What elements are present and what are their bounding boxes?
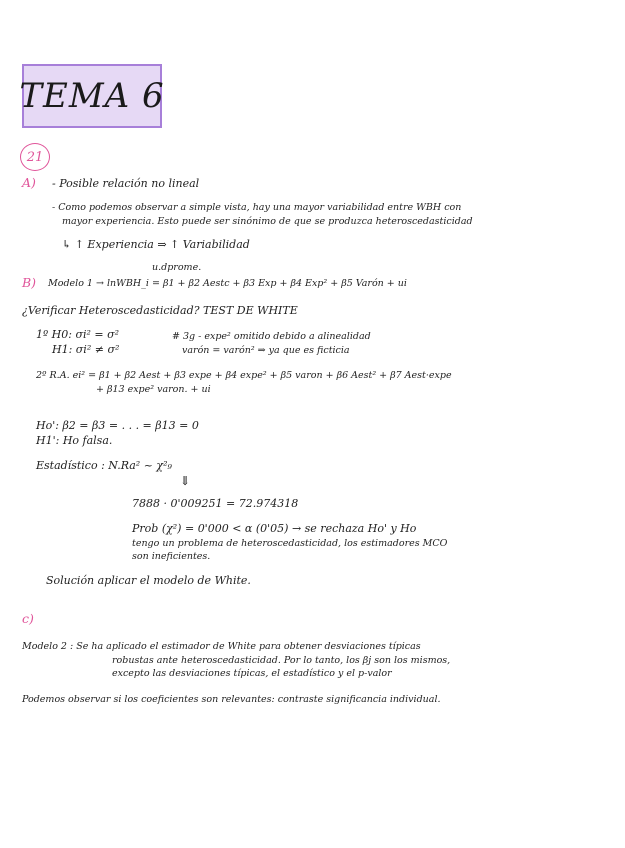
title-box — [19, 64, 165, 128]
implies-arrow: ⇓ — [180, 473, 191, 488]
final-conclusion: Podemos observar si los coeficientes son relevantes: contraste significancia individual. — [22, 694, 441, 705]
model-2-line-2: robustas ante heteroscedasticidad. Por lo tanto, los βj son los mismos, — [112, 655, 451, 666]
model-1-equation: Modelo 1 → lnWBH_i = β1 + β2 Aestc + β3 Exp + β4 Exp² + β5 Varón + ui — [48, 278, 407, 289]
part-a-line-2: - Como podemos observar a simple vista, hay una mayor variabilidad entre WBH con — [52, 202, 462, 213]
part-a-marker: A) — [22, 175, 36, 190]
statistic-calculation: 7888 · 0'009251 = 72.974318 — [132, 497, 299, 510]
part-a-line-4: ↳ ↑ Experiencia ⇒ ↑ Variabilidad — [62, 238, 250, 251]
hypothesis-ho-prime: Ho': β2 = β3 = . . . = β13 = 0 — [36, 419, 199, 432]
probability-line: Prob (χ²) = 0'000 < α (0'05) → se rechaza Ho' y Ho — [132, 522, 417, 535]
page-title: TEMA 6 — [19, 76, 165, 116]
part-b-marker: B) — [22, 275, 37, 290]
part-a-line-1: - Posible relación no lineal — [52, 177, 200, 190]
model-2-line-1: Modelo 2 : Se ha aplicado el estimador de White para obtener desviaciones típicas — [22, 641, 421, 652]
part-a-line-3: mayor experiencia. Esto puede ser sinónimo de que se produzca heteroscedasticidad — [62, 216, 473, 227]
hypothesis-h1-prime: H1': Ho falsa. — [36, 434, 113, 447]
hypothesis-h0: 1º H0: σi² = σ² — [36, 328, 120, 341]
part-c-marker: c) — [22, 611, 34, 626]
ra-equation-2: + β13 expe² varon. + ui — [96, 384, 211, 395]
conclusion-line-1: tengo un problema de heteroscedasticidad, los estimadores MCO — [132, 538, 448, 549]
solution-line: Solución aplicar el modelo de White. — [46, 574, 251, 587]
white-test-question: ¿Verificar Heteroscedasticidad? TEST DE WHITE — [22, 304, 298, 317]
part-b-note-above: u.dprome. — [152, 262, 202, 273]
note-omitted: # 3g - expe² omitido debido a alinealidad — [172, 331, 371, 342]
conclusion-line-2: son ineficientes. — [132, 551, 211, 562]
hypothesis-h1: H1: σi² ≠ σ² — [52, 343, 120, 356]
model-2-line-3: excepto las desviaciones típicas, el estadístico y el p-valor — [112, 668, 392, 679]
ra-equation-1: 2º R.A. ei² = β1 + β2 Aest + β3 expe + β4 expe² + β5 varon + β6 Aest² + β7 Aest·expe — [36, 370, 452, 381]
statistic-line: Estadístico : N.Ra² ~ χ²₉ — [36, 459, 172, 472]
exercise-number: 21 — [20, 143, 50, 171]
note-dummy: varón = varón² ⇒ ya que es ficticia — [182, 345, 350, 356]
